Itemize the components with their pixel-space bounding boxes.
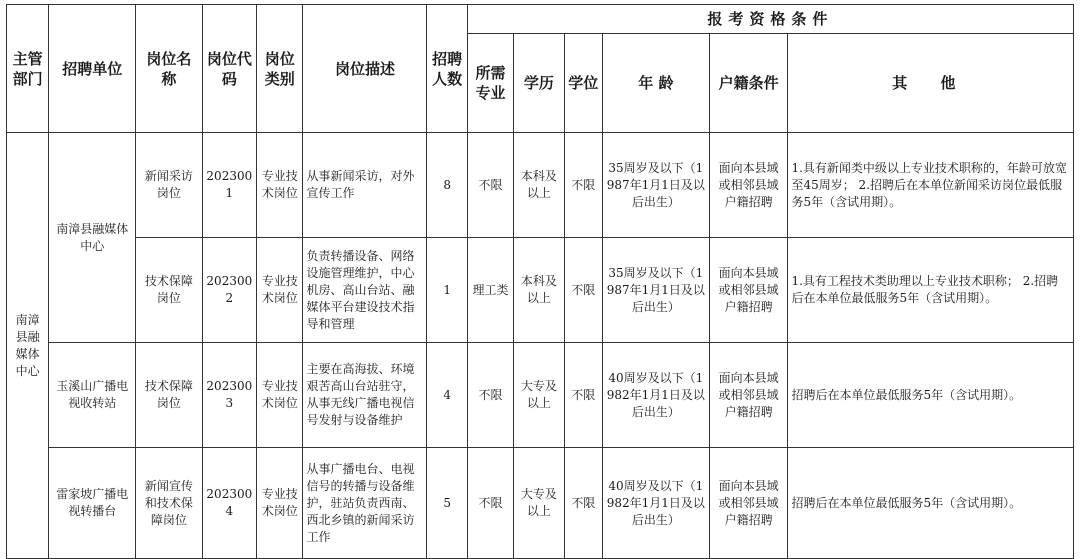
post-name-cell: 新闻宣传和技术保障岗位	[136, 448, 203, 559]
degree-cell: 不限	[564, 343, 602, 448]
recruitment-table-container	[6, 4, 1074, 559]
table-row	[7, 133, 1074, 238]
age-cell: 35周岁及以下（1987年1月1日及以后出生）	[602, 133, 709, 238]
header-post-code: 岗位代码	[202, 5, 256, 133]
post-type-cell: 专业技术岗位	[257, 448, 303, 559]
header-other: 其 他	[788, 34, 1074, 133]
post-code-cell: 2023004	[202, 448, 256, 559]
age-cell: 40周岁及以下（1982年1月1日及以后出生）	[602, 343, 709, 448]
header-qualifications: 报考资格条件	[467, 5, 1073, 34]
other-cell: 1.具有新闻类中级以上专业技术职称的，年龄可放宽至45周岁； 2.招聘后在本单位新闻采访岗位最低服务5年（含试用期）。	[788, 133, 1074, 238]
post-desc-cell: 主要在高海拔、环境艰苦高山台站驻守，从事无线广播电视信号发射与设备维护	[303, 343, 427, 448]
major-cell: 不限	[467, 133, 513, 238]
education-cell: 本科及以上	[514, 133, 564, 238]
header-row-1	[7, 5, 1074, 34]
header-dept: 主管部门	[7, 5, 49, 133]
education-cell: 大专及以上	[514, 343, 564, 448]
post-type-cell: 专业技术岗位	[257, 238, 303, 343]
count-cell: 8	[427, 133, 467, 238]
post-desc-cell: 从事新闻采访，对外宣传工作	[303, 133, 427, 238]
count-cell: 1	[427, 238, 467, 343]
header-age: 年 龄	[602, 34, 709, 133]
table-row	[7, 448, 1074, 559]
degree-cell: 不限	[564, 133, 602, 238]
unit-cell: 玉溪山广播电视收转站	[49, 343, 136, 448]
other-cell: 招聘后在本单位最低服务5年（含试用期）。	[788, 448, 1074, 559]
table-row	[7, 343, 1074, 448]
degree-cell: 不限	[564, 448, 602, 559]
post-code-cell: 2023001	[202, 133, 256, 238]
post-desc-cell: 负责转播设备、网络设施管理维护，中心机房、高山台站、融媒体平台建设技术指导和管理	[303, 238, 427, 343]
degree-cell: 不限	[564, 238, 602, 343]
unit-cell: 南漳县融媒体中心	[49, 133, 136, 343]
household-cell: 面向本县域或相邻县域户籍招聘	[709, 343, 788, 448]
post-code-cell: 2023002	[202, 238, 256, 343]
major-cell: 不限	[467, 343, 513, 448]
education-cell: 本科及以上	[514, 238, 564, 343]
post-code-cell: 2023003	[202, 343, 256, 448]
major-cell: 理工类	[467, 238, 513, 343]
age-cell: 35周岁及以下（1987年1月1日及以后出生）	[602, 238, 709, 343]
recruitment-table	[6, 4, 1074, 559]
other-cell: 招聘后在本单位最低服务5年（含试用期）。	[788, 343, 1074, 448]
post-desc-cell: 从事广播电台、电视信号的转播与设备维护，驻站负责西南、西北乡镇的新闻采访工作	[303, 448, 427, 559]
header-unit: 招聘单位	[49, 5, 136, 133]
dept-cell: 南漳县融媒体中心	[7, 133, 49, 559]
post-name-cell: 新闻采访岗位	[136, 133, 203, 238]
header-post-desc: 岗位描述	[303, 5, 427, 133]
age-cell: 40周岁及以下（1982年1月1日及以后出生）	[602, 448, 709, 559]
post-type-cell: 专业技术岗位	[257, 343, 303, 448]
header-post-name: 岗位名称	[136, 5, 203, 133]
other-cell: 1.具有工程技术类助理以上专业技术职称； 2.招聘后在本单位最低服务5年（含试用期）。	[788, 238, 1074, 343]
header-household: 户籍条件	[709, 34, 788, 133]
header-degree: 学位	[564, 34, 602, 133]
major-cell: 不限	[467, 448, 513, 559]
household-cell: 面向本县域或相邻县域户籍招聘	[709, 448, 788, 559]
header-post-type: 岗位类别	[257, 5, 303, 133]
table-row	[7, 238, 1074, 343]
header-major: 所需专业	[467, 34, 513, 133]
post-name-cell: 技术保障岗位	[136, 238, 203, 343]
education-cell: 大专及以上	[514, 448, 564, 559]
header-count: 招聘人数	[427, 5, 467, 133]
household-cell: 面向本县域或相邻县域户籍招聘	[709, 133, 788, 238]
header-education: 学历	[514, 34, 564, 133]
count-cell: 4	[427, 343, 467, 448]
post-type-cell: 专业技术岗位	[257, 133, 303, 238]
post-name-cell: 技术保障岗位	[136, 343, 203, 448]
count-cell: 5	[427, 448, 467, 559]
unit-cell: 雷家坡广播电视转播台	[49, 448, 136, 559]
household-cell: 面向本县域或相邻县域户籍招聘	[709, 238, 788, 343]
